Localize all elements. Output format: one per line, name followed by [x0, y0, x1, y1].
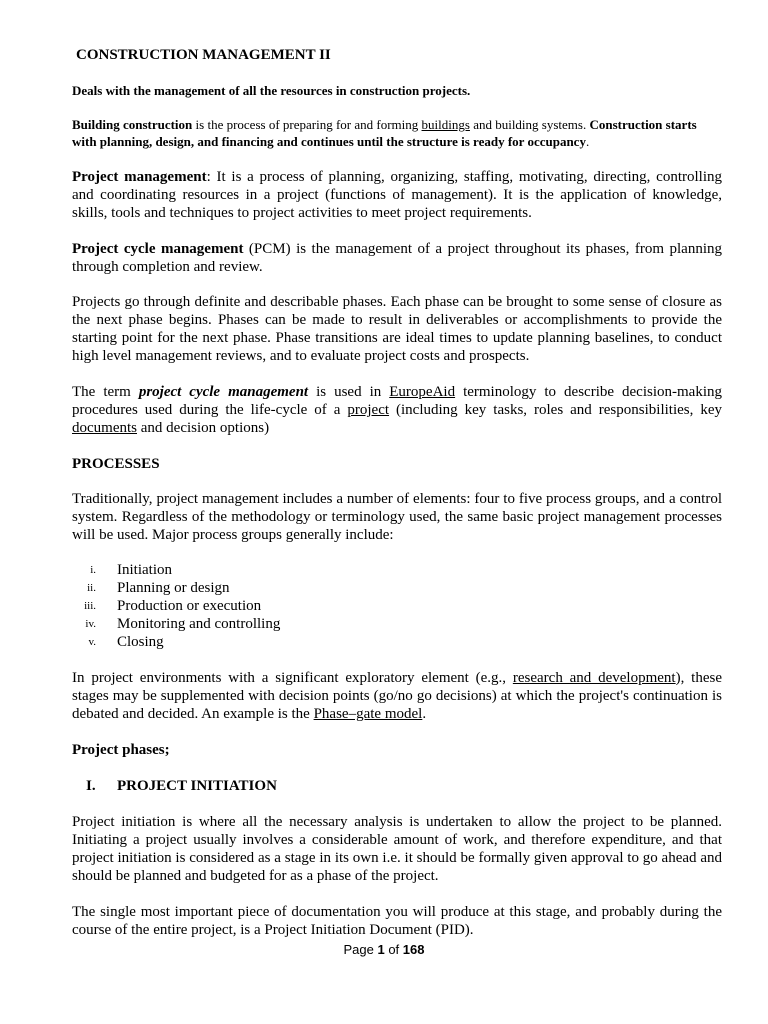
exploratory-paragraph [72, 669, 722, 723]
pid-paragraph: The single most important piece of documentation you will produce at this stage, and probably during the course of the entire project, is a Project Initiation Document (PID). [72, 904, 722, 938]
list-text: Production or execution [117, 598, 262, 614]
text-span: and decision options) [137, 420, 270, 436]
list-number: ii. [87, 582, 96, 594]
text-span: ), these stages may be supplemented with decision points (go/no go decisions) at which the project's continuation is debated and decided. An example is the [72, 670, 722, 722]
list-number: iv. [85, 618, 96, 630]
list-text: Initiation [117, 562, 172, 578]
project-phases-heading: Project phases; [72, 742, 170, 758]
phase-gate-link[interactable]: Phase–gate model [313, 706, 423, 722]
text-span: The term [72, 384, 139, 400]
text-span: is the process of preparing for and forming [192, 117, 422, 132]
page-footer [0, 942, 768, 957]
document-title: CONSTRUCTION MANAGEMENT II [76, 47, 331, 63]
europeaid-link[interactable]: EuropeAid [389, 384, 456, 400]
list-number: v. [88, 636, 96, 648]
processes-paragraph: Traditionally, project management includes a number of elements: four to five process groups, and a control system. Regardless of the methodology or terminology used, the same basic project management processes will be used. Major process groups generally include: [72, 491, 722, 543]
page-number: 1 [377, 942, 385, 957]
text-span: and building systems. [469, 117, 590, 132]
list-item [72, 562, 722, 580]
initiation-paragraph: Project initiation is where all the necessary analysis is undertaken to allow the project to be planned. Initiating a project usually involves a considerable amount of work, and therefore expenditure, and that project initiation is considered as a stage in its own i.e. it should be formally given approval to go ahead and should be planned and budgeted for as a phase of the project. [72, 814, 722, 884]
project-link[interactable]: project [347, 402, 390, 418]
building-construction-term: Building construction [72, 117, 193, 132]
list-item [72, 616, 722, 634]
pcm-paragraph [72, 240, 722, 276]
project-management-paragraph [72, 168, 722, 222]
heading-number: I. [86, 778, 96, 794]
list-text: Planning or design [117, 580, 230, 596]
list-text: Monitoring and controlling [117, 616, 281, 632]
project-management-term: Project management [72, 169, 207, 185]
list-number: i. [90, 564, 96, 576]
documents-link[interactable]: documents [72, 420, 137, 436]
heading-text: PROJECT INITIATION [117, 778, 277, 794]
text-span: (including key tasks, roles and responsibilities, key [389, 402, 722, 418]
research-development-link[interactable]: research and development [512, 670, 676, 686]
list-number: iii. [84, 600, 96, 612]
list-item [72, 580, 722, 598]
processes-heading: PROCESSES [72, 456, 160, 472]
buildings-link[interactable]: buildings [421, 117, 470, 132]
text-span: . [422, 706, 427, 722]
list-item [72, 634, 722, 652]
construction-statement: Construction starts with planning, design, and financing and continues until the structure is ready for occupancy [72, 117, 697, 149]
term-paragraph [72, 383, 722, 437]
process-list [72, 562, 722, 654]
page-label: Page [343, 942, 378, 957]
page-of: of [384, 942, 403, 957]
text-span: In project environments with a significant exploratory element (e.g., [72, 670, 513, 686]
pcm-term: Project cycle management [72, 241, 244, 257]
building-construction-paragraph [72, 116, 722, 150]
text-span: : It is a process of planning, organizing, staffing, motivating, directing, controlling and coordinating resources in a project (functions of management). It is the application of knowledge, skills, tools and techniques to project activities to meet project requirements. [72, 169, 722, 221]
pcm-term-italic: project cycle management [138, 384, 309, 400]
text-span: (PCM) is the management of a project throughout its phases, from planning through completion and review. [72, 241, 722, 275]
page-total: 168 [402, 942, 425, 957]
phases-paragraph: Projects go through definite and describable phases. Each phase can be brought to some sense of closure as the next phase begins. Phases can be made to result in deliverables or accomplishments to provide the starting point for the next phase. Phase transitions are ideal times to update planning baselines, to conduct high level management reviews, and to evaluate project costs and prospects. [72, 294, 722, 364]
list-item [72, 598, 722, 616]
list-text: Closing [117, 634, 164, 650]
text-span: terminology to describe decision-making procedures used during the life-cycle of a [72, 384, 722, 418]
text-span: . [585, 134, 590, 149]
subtitle: Deals with the management of all the resources in construction projects. [72, 83, 471, 98]
text-span: is used in [308, 384, 390, 400]
